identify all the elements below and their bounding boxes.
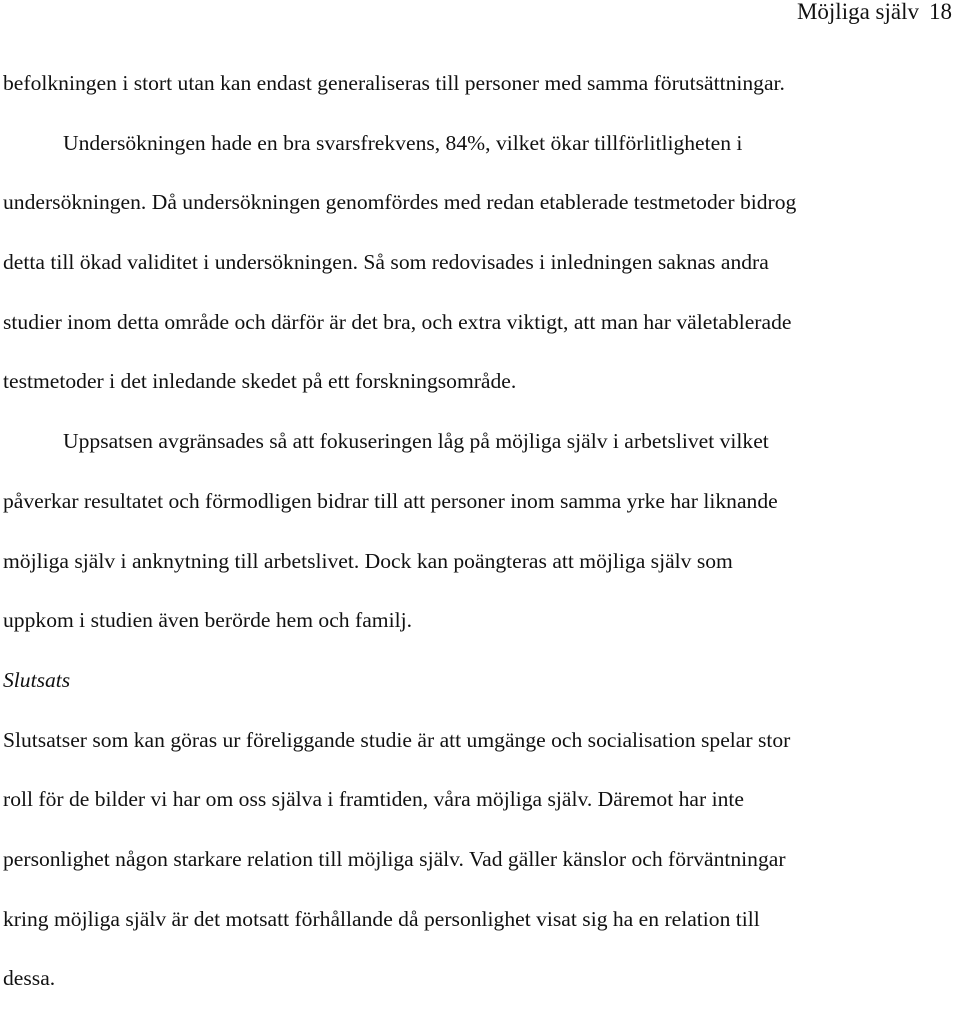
text-line: personlighet någon starkare relation till möjliga själv. Vad gäller känslor och förväntningar [3, 846, 786, 871]
body-text [3, 54, 960, 1009]
text-line: Uppsatsen avgränsades så att fokuseringen låg på möjliga själv i arbetslivet vilket [63, 429, 769, 454]
page-number: 18 [929, 0, 952, 24]
text-line: detta till ökad validitet i undersökningen. Så som redovisades i inledningen saknas andra [3, 250, 769, 275]
text-line: undersökningen. Då undersökningen genomfördes med redan etablerade testmetoder bidrog [3, 190, 797, 215]
section-heading: Slutsats [3, 667, 71, 692]
running-header [797, 0, 952, 30]
text-line: studier inom detta område och därför är det bra, och extra viktigt, att man har väletablerade [3, 309, 792, 334]
text-line: befolkningen i stort utan kan endast generaliseras till personer med samma förutsättningar. [3, 71, 785, 95]
text-line: Slutsatser som kan göras ur föreliggande studie är att umgänge och socialisation spelar stor [3, 727, 791, 752]
text-line: möjliga själv i anknytning till arbetslivet. Dock kan poängteras att möjliga själv som [3, 548, 733, 573]
running-title: Möjliga själv [796, 0, 919, 24]
text-line: uppkom i studien även berörde hem och familj. [3, 608, 412, 633]
text-line: påverkar resultatet och förmodligen bidrar till att personer inom samma yrke har liknande [3, 488, 778, 513]
text-line: roll för de bilder vi har om oss själva i framtiden, våra möjliga själv. Däremot har inte [3, 787, 744, 812]
text-line: Undersökningen hade en bra svarsfrekvens, 84%, vilket ökar tillförlitligheten i [63, 130, 743, 155]
text-line: testmetoder i det inledande skedet på ett forskningsområde. [3, 369, 517, 394]
text-line: kring möjliga själv är det motsatt förhållande då personlighet visat sig ha en relation till [3, 906, 760, 931]
text-line: dessa. [3, 966, 56, 991]
